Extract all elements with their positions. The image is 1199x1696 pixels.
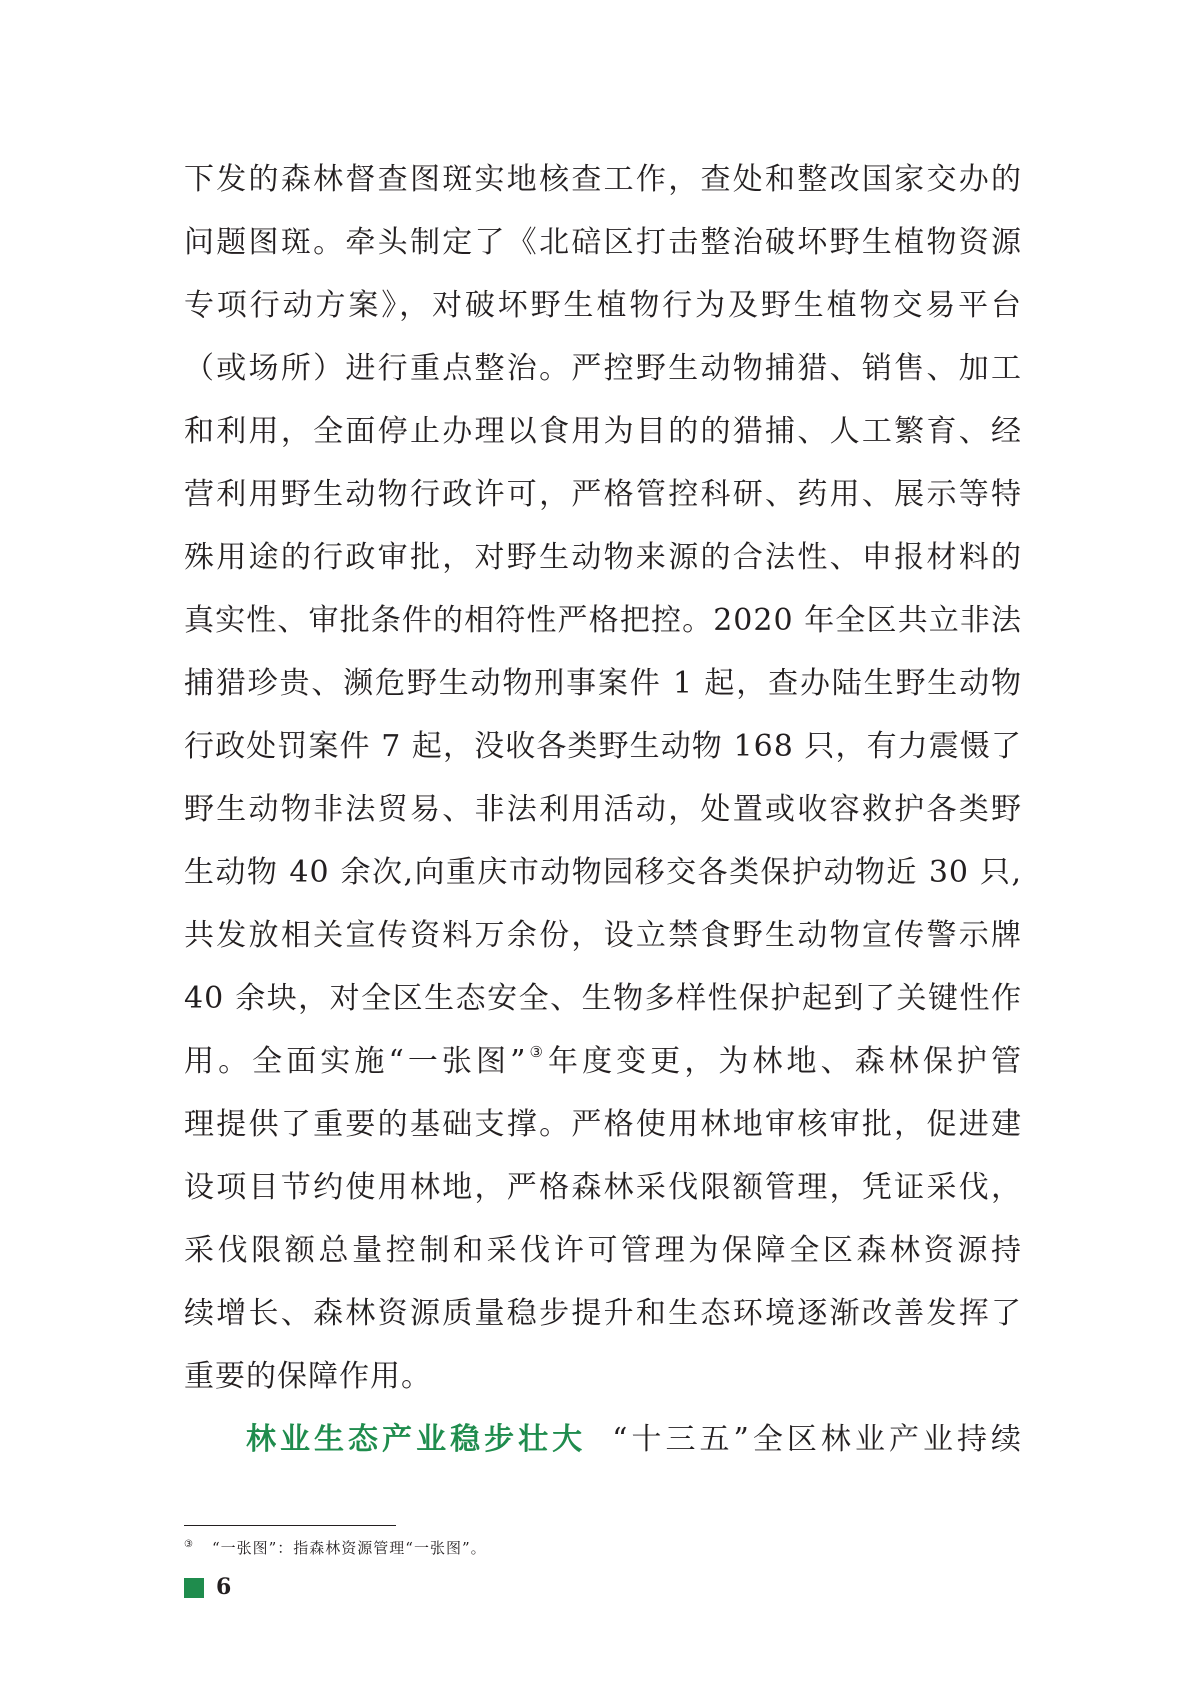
body-line-15 — [184, 1030, 1022, 1093]
body-line-18: 采伐限额总量控制和采伐许可管理为保障全区森林资源持 — [184, 1233, 1022, 1268]
body-line-13: 共发放相关宣传资料万余份，设立禁食野生动物宣传警示牌 — [184, 918, 1022, 953]
body-line-19: 续增长、森林资源质量稳步提升和生态环境逐渐改善发挥了 — [184, 1296, 1022, 1331]
body-line-5: 和利用，全面停止办理以食用为目的的猎捕、人工繁育、经 — [184, 414, 1022, 449]
body-line-9: 捕猎珍贵、濒危野生动物刑事案件 1 起，查办陆生野生动物 — [184, 666, 1022, 701]
body-line-12: 生动物 40 余次,向重庆市动物园移交各类保护动物近 30 只, — [184, 855, 1022, 890]
body-line-15-start: 用。全面实施“一张图” — [184, 1044, 527, 1079]
body-line-6: 营利用野生动物行政许可，严格管控科研、药用、展示等特 — [184, 477, 1022, 512]
body-line-14: 40 余块，对全区生态安全、生物多样性保护起到了关键性作 — [184, 981, 1022, 1016]
body-line-7: 殊用途的行政审批，对野生动物来源的合法性、申报材料的 — [184, 540, 1022, 575]
section-title: 林业生态产业稳步壮大 — [246, 1422, 587, 1457]
section-text: “十三五”全区林业产业持续 — [612, 1422, 1023, 1457]
body-line-20: 重要的保障作用。 — [184, 1359, 432, 1394]
page-marker-square — [184, 1578, 204, 1598]
body-line-2: 问题图斑。牵头制定了《北碚区打击整治破坏野生植物资源 — [184, 225, 1022, 260]
body-line-3: 专项行动方案》，对破坏野生植物行为及野生植物交易平台 — [184, 288, 1022, 323]
body-line-16: 理提供了重要的基础支撑。严格使用林地审核审批，促进建 — [184, 1107, 1022, 1142]
footnote — [184, 1533, 487, 1560]
page-number: 6 — [216, 1574, 232, 1600]
footnote-reference[interactable]: ③ — [526, 1043, 547, 1061]
body-line-1: 下发的森林督查图斑实地核查工作，查处和整改国家交办的 — [184, 162, 1022, 197]
body-line-11: 野生动物非法贸易、非法利用活动，处置或收容救护各类野 — [184, 792, 1022, 827]
section-line — [184, 1408, 1022, 1471]
body-line-8: 真实性、审批条件的相符性严格把控。2020 年全区共立非法 — [184, 603, 1022, 638]
body-text — [184, 148, 1022, 1471]
body-line-10: 行政处罚案件 7 起，没收各类野生动物 168 只，有力震慑了 — [184, 729, 1022, 764]
body-line-4: （或场所）进行重点整治。严控野生动物捕猎、销售、加工 — [184, 351, 1022, 386]
body-line-15-end: 年度变更，为林地、森林保护管 — [548, 1044, 1022, 1079]
footnote-divider — [184, 1525, 396, 1526]
body-line-17: 设项目节约使用林地，严格森林采伐限额管理，凭证采伐， — [184, 1170, 1022, 1205]
footnote-text: “一张图”：指森林资源管理“一张图”。 — [211, 1539, 487, 1557]
footnote-mark: ③ — [184, 1539, 194, 1550]
